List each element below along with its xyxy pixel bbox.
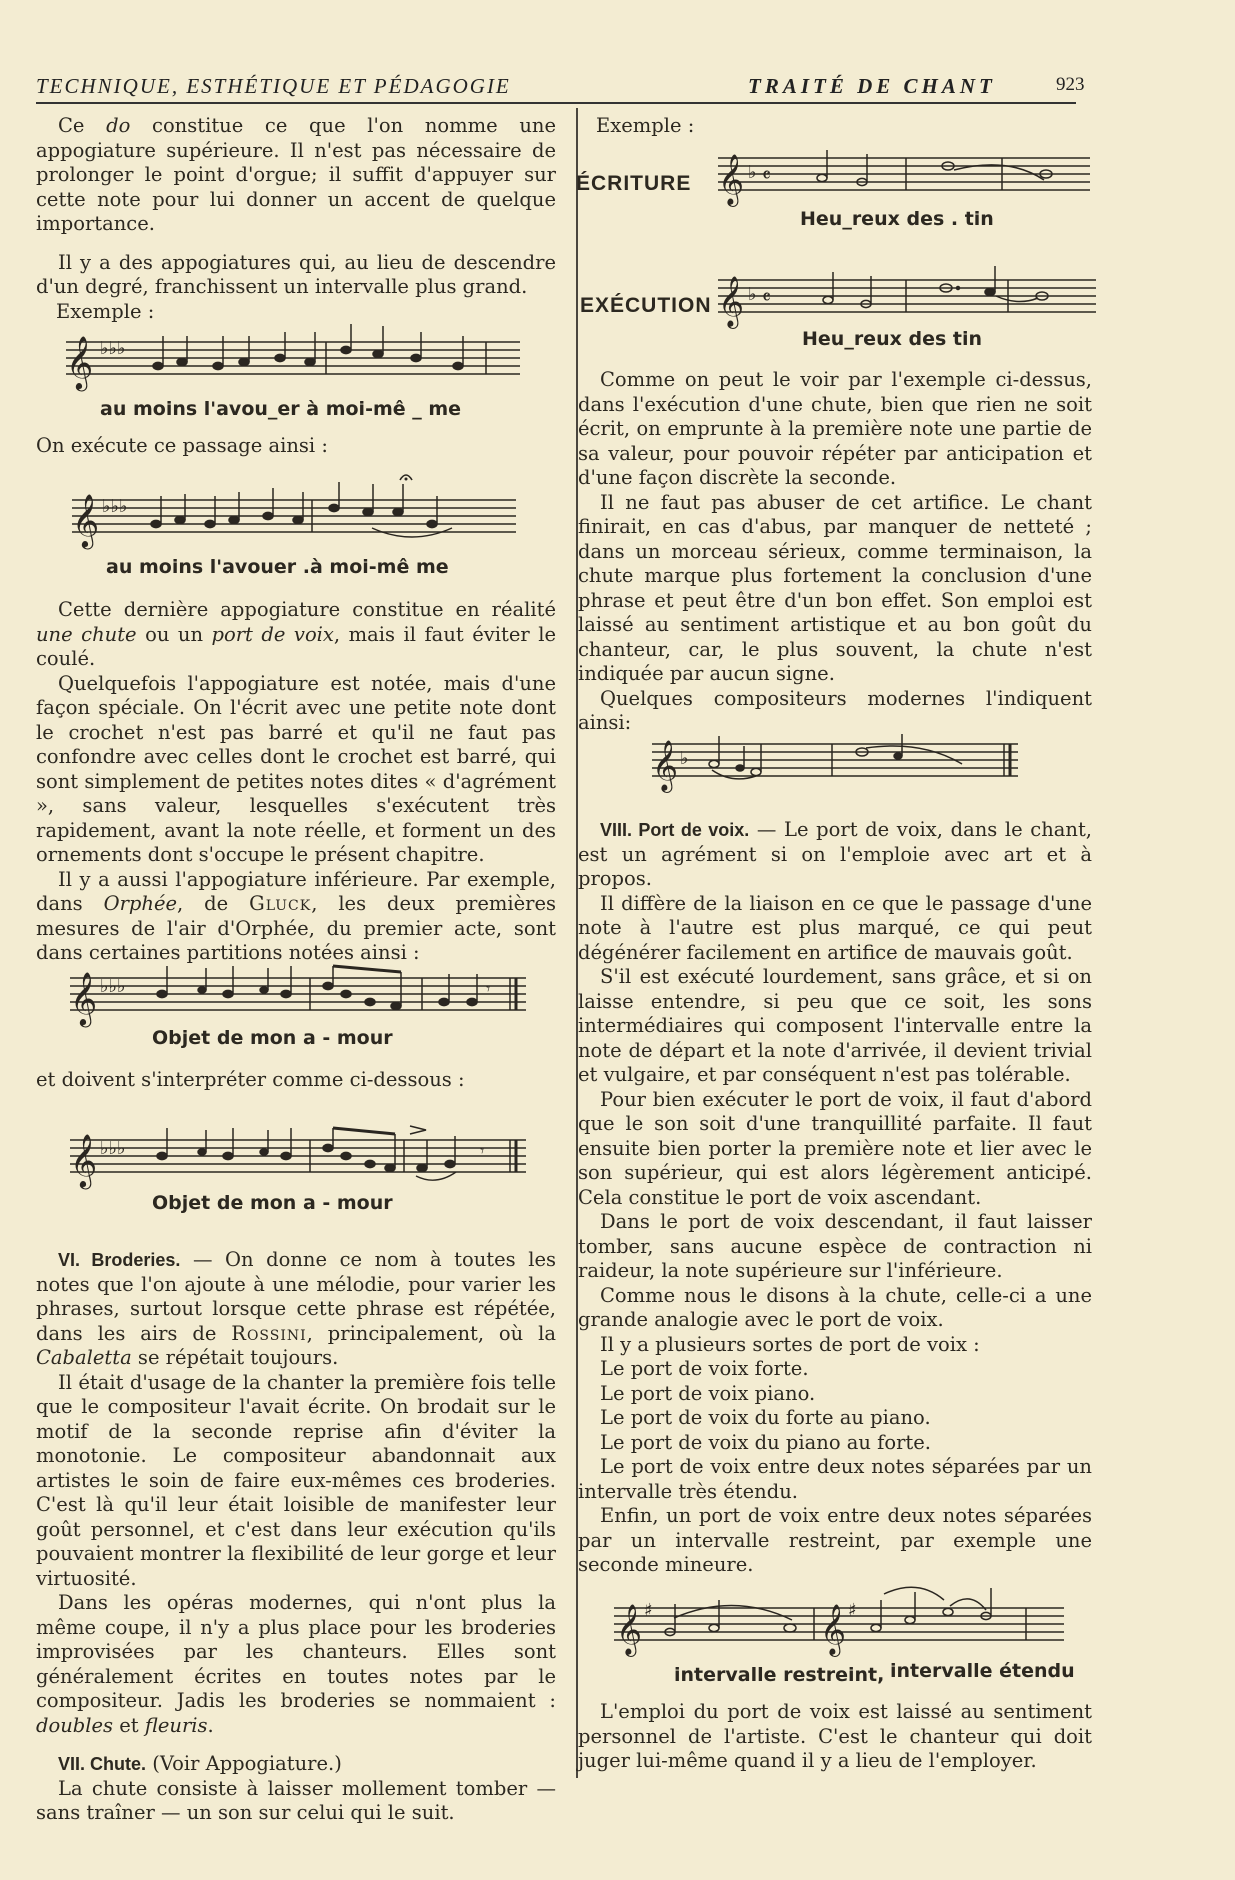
svg-text:𝄞: 𝄞 [72,493,100,547]
caption-intervalle-restreint: intervalle restreint, [674,1664,885,1686]
left-column-middle [36,598,556,966]
paragraph: et doivent s'interpréter comme ci-dessous : [36,1068,465,1091]
svg-text:𝄞: 𝄞 [70,1133,98,1187]
lyrics-example-3: Objet de mon a - mour [152,1027,393,1049]
section-heading: VII. Chute. [58,1754,147,1774]
lyrics-example-4: Objet de mon a - mour [152,1192,393,1214]
lyrics-example-2: au moins l'avouer .à moi-mê me [106,556,449,578]
svg-text:♭: ♭ [680,748,689,769]
section-heading: VI. Broderies. [58,1250,181,1270]
text: Cabaletta [36,1346,132,1369]
header-rule [36,102,1076,104]
text: Dans les opéras modernes, qui n'ont plus la même coupe, il n'y a plus place pour les broderies improvisées par les chanteurs. Elles sont généralement écrites en toutes notes par le compositeur. Jadis les broderies se nommaient : [36,1591,556,1712]
paragraph: Dans le port de voix descendant, il faut laisser tomber, sans aucune espèce de contraction ni raideur, la note supérieure sur l'inférieure. [578,1210,1092,1282]
header-right-title: TRAITÉ DE CHANT [748,74,996,98]
right-column-middle [578,368,1092,736]
text: , mais il faut éviter le coulé. [36,622,556,670]
paragraph [36,1591,556,1738]
text: fleuris [144,1713,208,1737]
list-item: Le port de voix entre deux notes séparées par un intervalle très étendu. [578,1455,1092,1503]
music-staff-chute-notation [652,726,1022,796]
paragraph: Quelquefois l'appogiature est notée, mais d'une façon spéciale. On l'écrit avec une petite note dont le crochet n'est pas barré et qu'il ne faut pas confondre avec celles dont le crochet est barré, qui sont simplement de petites notes dites « d'agrément », sans valeur, lesquelles s'exécutent très rapidement, avant la note réelle, et forment un des ornements dont s'occupe le présent chapitre. [36,671,556,866]
paragraph: Enfin, un port de voix entre deux notes séparées par un intervalle restreint, par exemple une seconde mineure. [578,1504,1092,1576]
text: do [106,114,131,137]
right-column-final [578,1700,1092,1774]
text: une chute [36,622,137,646]
right-example-label [596,114,1096,139]
paragraph [36,868,556,966]
svg-text:𝄾: 𝄾 [480,1141,485,1160]
lyrics-ecriture: Heu_reux des . tin [800,208,994,230]
paragraph: Il était d'usage de la chanter la première fois telle que le compositeur l'avait écrite. On brodait sur le motif de la seconde reprise afin d'éviter la monotonie. Le compositeur abandonnait aux artistes le soin de faire eux-mêmes ces broderies. C'est là qu'il leur était loisible de manifester leur goût personnel, et c'est dans leur exécution qu'ils pouvaient montrer la flexibilité de leur gorge et leur virtuosité. [36,1370,556,1590]
right-column-bottom [578,818,1092,1578]
paragraph: Il ne faut pas abuser de cet artifice. Le chant finirait, en cas d'abus, par manquer de netteté ; dans un morceau sérieux, comme terminaison, la chute marque plus fortement la conclusion d'une phrase et peut être d'un bon effet. Son emploi est laissé au sentiment artistique et au bon goût du chanteur, car, le plus souvent, la chute n'est indiquée par aucun signe. [578,490,1092,685]
list-item: Le port de voix du piano au forte. [600,1430,931,1454]
running-header [36,74,1084,102]
music-staff-example-4 [70,1122,530,1192]
music-staff-port-de-voix [614,1586,1066,1658]
paragraph: La chute consiste à laisser mollement tomber — sans traîner — un son sur celui qui le suit. [36,1776,556,1824]
paragraph: Il y a des appogiatures qui, au lieu de descendre d'un degré, franchissent un intervalle plus grand. [36,250,556,298]
text: Gluck [249,892,312,915]
svg-text:♭: ♭ [748,284,757,305]
section-vii [36,1752,556,1777]
example-label: Exemple : [56,299,155,323]
paragraph: Il y a plusieurs sortes de port de voix : [600,1332,980,1356]
text: ou un [136,622,212,646]
svg-text:𝄞: 𝄞 [70,971,98,1025]
svg-text:♭♭♭: ♭♭♭ [102,496,128,517]
svg-text:𝄾: 𝄾 [486,979,491,998]
svg-text:𝄞: 𝄞 [66,335,94,389]
paragraph: Quelques compositeurs modernes l'indiquent ainsi: [578,686,1092,734]
music-staff-execution [718,268,1098,332]
music-staff-example-1 [66,328,522,390]
text: Cette dernière appogiature constitue en réalité [58,598,556,621]
text: Orphée [103,892,178,915]
left-column-p3 [36,434,556,459]
list-item: Le port de voix piano. [600,1381,816,1405]
caption-intervalle-etendu: intervalle étendu [890,1660,1075,1682]
music-staff-ecriture [718,146,1092,212]
paragraph: Comme nous le disons à la chute, celle-ci a une grande analogie avec le port de voix. [578,1283,1092,1331]
paragraph [36,598,556,672]
svg-text:♭♭♭: ♭♭♭ [100,338,126,359]
svg-text:♭♭♭: ♭♭♭ [100,976,126,997]
text: , les deux premières mesures de l'air d'Orphée, du premier acte, sont dans certaines partitions notées ainsi : [36,892,557,964]
svg-text:𝄞: 𝄞 [718,154,745,205]
svg-text:𝄴: 𝄴 [762,163,771,187]
ecriture-label: ÉCRITURE [576,172,692,195]
lyrics-execution: Heu_reux des tin [802,328,982,350]
music-staff-example-3 [70,960,530,1030]
left-column-bottom [36,1248,556,1826]
header-left-title: TECHNIQUE, ESTHÉTIQUE ET PÉDAGOGIE [36,74,511,98]
svg-text:𝄴: 𝄴 [762,285,771,309]
svg-text:♯: ♯ [848,1600,857,1621]
text: Il y a aussi l'appogiature inférieure. Par exemple, dans [36,867,556,915]
svg-text:♭♭♭: ♭♭♭ [100,1138,126,1159]
svg-text:𝄞: 𝄞 [820,1604,847,1655]
section-heading: VIII. Port de voix. [600,820,750,840]
section-vi [36,1248,556,1371]
text: doubles [36,1713,114,1737]
lyrics-example-1: au moins l'avou_er à moi-mê _ me [100,398,462,420]
svg-text:♭: ♭ [748,162,757,183]
text: Ce [58,114,107,137]
execution-label: EXÉCUTION [580,294,712,317]
text: . [207,1713,214,1737]
paragraph: Il diffère de la liaison en ce que le passage d'une note à l'autre est plus marqué, ce qui peut dégénérer facilement en artifice de mauvais goût. [578,891,1092,964]
list-item: Le port de voix du forte au piano. [600,1406,931,1429]
paragraph: S'il est exécuté lourdement, sans grâce, et si on laisse entendre, si peu que ce soit, les sons intermédiaires qui composent l'intervalle entre la note de départ et la note d'arrivée, il devient trivial et vulgaire, et par conséquent n'est pas tolérable. [578,965,1092,1086]
svg-text:𝄞: 𝄞 [616,1604,643,1655]
section-viii [578,818,1092,892]
left-column-top [36,114,556,324]
text: Rossini [231,1321,307,1345]
svg-text:𝄞: 𝄞 [652,740,679,791]
list-item: Le port de voix forte. [600,1357,809,1380]
paragraph: Pour bien exécuter le port de voix, il faut d'abord que le son soit d'une tranquillité parfaite. Il faut ensuite bien porter la première note et lier avec le son supérieur, qui est alors légèrement anticipé. Cela constitue le port de voix ascendant. [578,1087,1092,1209]
text: (Voir Appogiature.) [146,1752,342,1775]
paragraph: On exécute ce passage ainsi : [36,434,328,457]
text: port de voix [211,622,334,646]
text: , principalement, où la [306,1321,556,1345]
paragraph: L'emploi du port de voix est laissé au sentiment personnel de l'artiste. C'est le chanteur qui doit juger lui-même quand il y a lieu de l'employer. [578,1700,1092,1772]
text: et [113,1713,145,1737]
text: se répétait toujours. [131,1346,339,1369]
text: — On donne ce nom à toutes les notes que l'on ajoute à une mélodie, pour varier les phrases, surtout lorsque cette phrase est répétée, dans les airs de [36,1248,556,1345]
svg-text:♯: ♯ [644,1600,653,1621]
left-column-p7 [36,1068,556,1093]
paragraph [36,114,556,237]
example-label: Exemple : [596,114,695,137]
text: constitue ce que l'on nomme une appogiature supérieure. Il n'est pas nécessaire de prolonger le point d'orgue; il suffit d'appuyer sur cette note pour lui donner un accent de quelque importance. [36,114,556,235]
svg-text:𝄞: 𝄞 [718,276,745,327]
text: , de [177,892,250,915]
text: — Le port de voix, dans le chant, est un agrément si on l'emploie avec art et à propos. [578,818,1092,890]
paragraph: Comme on peut le voir par l'exemple ci-dessus, dans l'exécution d'une chute, bien que rien ne soit écrit, on emprunte à la première note une partie de sa valeur, pour pouvoir répéter par anticipation et d'une façon discrète la seconde. [578,368,1092,489]
page-number: 923 [1056,74,1085,95]
music-staff-example-2 [72,470,518,550]
